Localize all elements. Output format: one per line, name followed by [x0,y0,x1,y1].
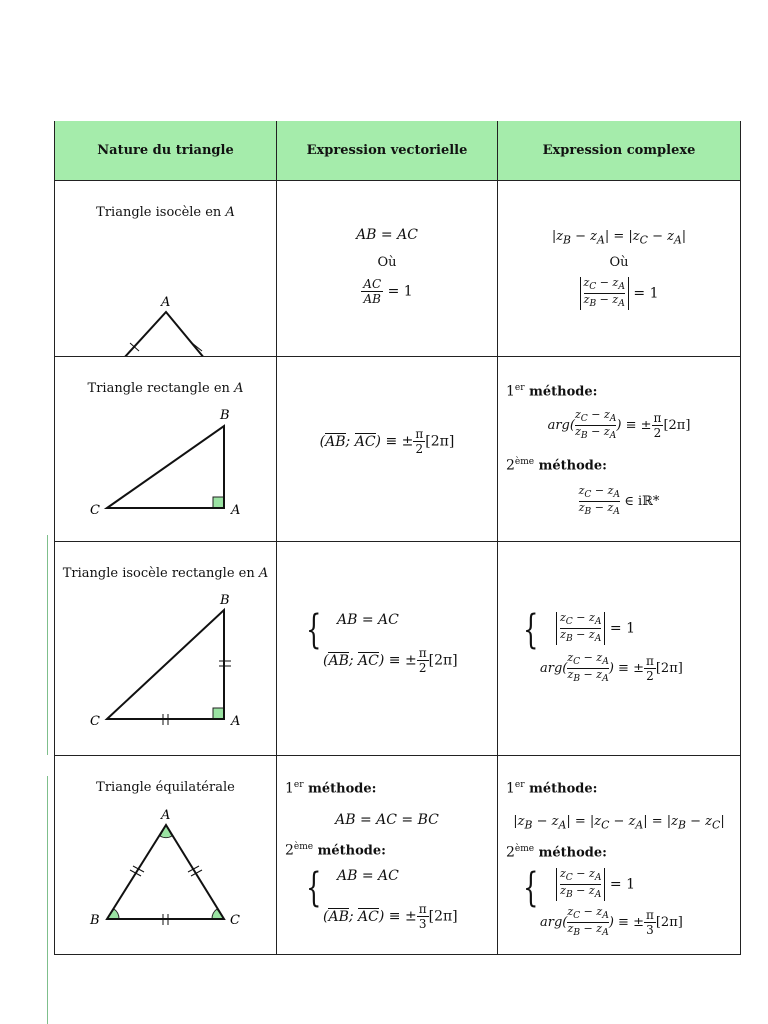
left-brace: { [306,607,322,653]
method-1-label: 1er méthode: [506,780,598,797]
complex-ratio: $\frac{z_C - z_A}{z_B - z_A}$ = 1 [556,868,635,901]
method-2-label: 2ème méthode: [506,844,607,861]
vertex-label: B [220,408,230,423]
triangle-title: Triangle isocèle rectangle en A [62,566,269,581]
complex-argument: arg( $\frac{z_C - z_A}{z_B - z_A}$ ) ≡ ± $\frac{\pi}{2}$ [2π] [547,408,691,442]
ou-label: Où [609,255,629,270]
margin-rule-lower [47,776,48,1024]
margin-rule-upper [47,535,48,755]
complex-ratio: $\frac{z_C - z_A}{z_B - z_A}$ = 1 [556,612,635,645]
method-2-label: 2ème méthode: [506,457,607,474]
vector-equality: AB = AC = BC [335,812,439,828]
vector-cell [277,357,498,542]
vertex-label: A [161,295,171,310]
table-row [55,181,741,357]
isosceles-triangle-figure [55,181,276,356]
vertex-label: C [230,913,240,928]
left-brace: { [523,607,539,653]
vector-ratio: $\frac{AC}{AB}$ = 1 [363,277,413,306]
vector-cell [277,756,498,955]
triangle-title: Triangle isocèle en A [96,205,235,220]
vector-equality: AB = AC [337,612,399,628]
left-brace: { [306,865,322,911]
table-row [55,542,741,756]
vertex-label: C [90,503,100,518]
vector-equality: AB = AC [356,227,418,243]
complex-cell [498,756,741,955]
complex-argument: arg( $\frac{z_C - z_A}{z_B - z_A}$ ) ≡ ± $\frac{\pi}{3}$ [2π] [540,905,683,939]
complex-modulus-equality: $|z_B - z_A| = |z_C - z_A| = |z_B - z_C|$ [513,814,725,832]
ou-label: Où [377,255,397,270]
method-1-label: 1er méthode: [506,383,598,400]
table-header-row [55,121,741,181]
nature-cell [55,542,277,756]
left-brace: { [523,865,539,911]
vertex-label: B [90,913,100,928]
triangle-title: Triangle équilatérale [96,780,235,795]
complex-imaginary: $\frac{z_C - z_A}{z_B - z_A}$ ∈ iℝ* [578,484,660,518]
nature-cell [55,357,277,542]
vector-angle: (AB; AC) ≡ ± $\frac{\pi}{2}$ [2π] [319,427,455,456]
method-2-label: 2ème méthode: [285,842,386,859]
nature-cell [55,181,277,357]
triangle-title: Triangle rectangle en A [87,381,244,396]
complex-cell [498,542,741,756]
vector-angle: (AB; AC) ≡ ± $\frac{\pi}{2}$ [2π] [323,646,458,675]
vertex-label: A [161,808,171,823]
vector-cell [277,181,498,357]
right-triangle-figure [55,357,276,541]
equilateral-triangle-figure [55,756,276,954]
vertex-label: A [231,503,241,518]
vector-angle: (AB; AC) ≡ ± $\frac{\pi}{3}$ [2π] [323,902,458,931]
vertex-label: C [90,714,100,729]
vertex-label: B [220,593,230,608]
nature-cell [55,756,277,955]
header-complexe: Expression complexe [498,121,741,181]
table-row [55,756,741,955]
complex-cell [498,181,741,357]
header-vectorielle: Expression vectorielle [277,121,498,181]
table-row [55,357,741,542]
triangle-table [54,121,741,955]
header-nature: Nature du triangle [55,121,277,181]
method-1-label: 1er méthode: [285,780,377,797]
complex-argument: arg( $\frac{z_C - z_A}{z_B - z_A}$ ) ≡ ± $\frac{\pi}{2}$ [2π] [540,651,683,685]
isosceles-right-triangle-figure [55,542,276,755]
complex-ratio: $\frac{z_C - z_A}{z_B - z_A}$ = 1 [498,277,740,310]
complex-modulus-equality: $|z_B - z_A| = |z_C - z_A|$ [551,229,687,247]
vector-equality-2: AB = AC [337,868,399,884]
vector-cell [277,542,498,756]
vertex-label: A [231,714,241,729]
complex-cell [498,357,741,542]
